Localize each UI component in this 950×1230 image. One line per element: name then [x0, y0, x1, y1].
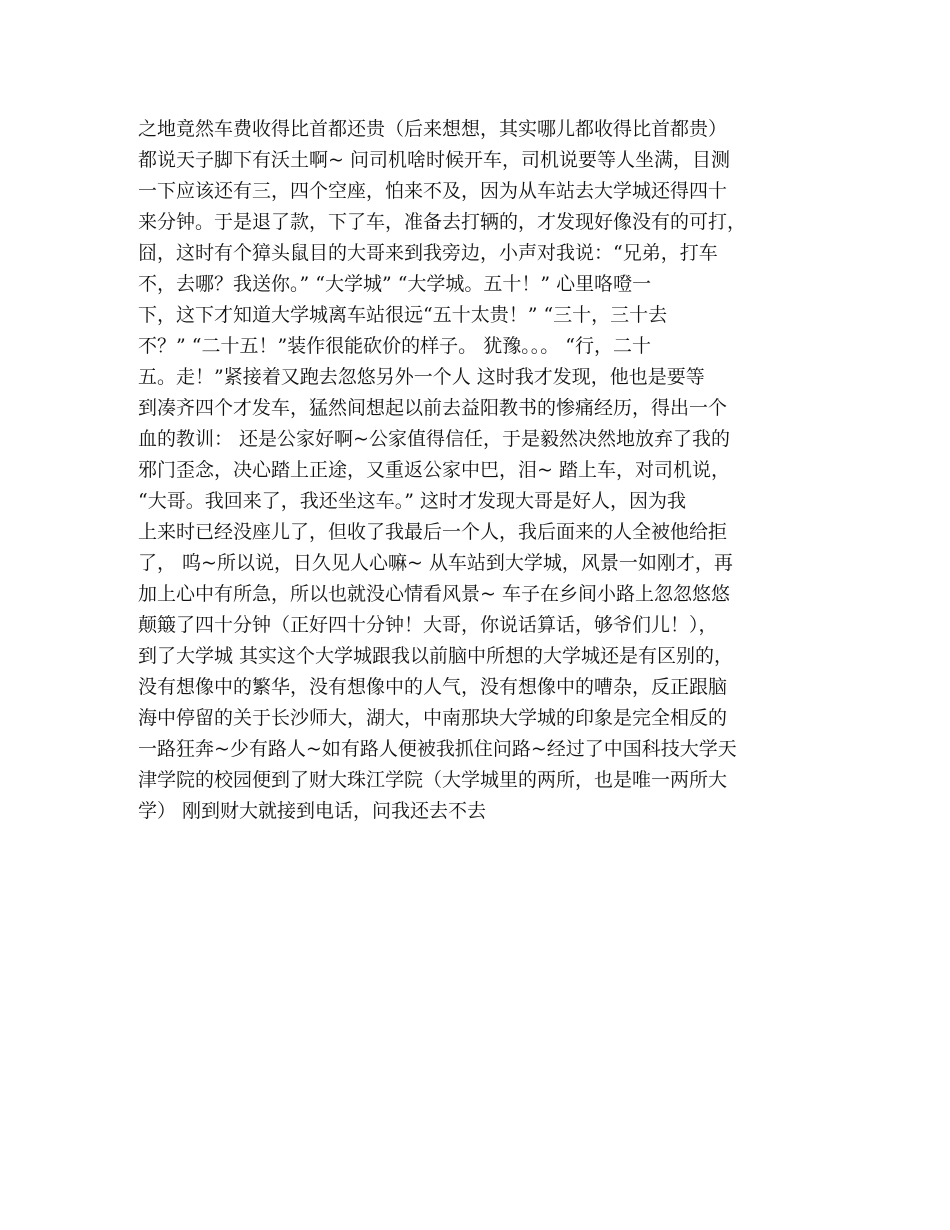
text-line: 血的教训： 还是公家好啊~公家值得信任，于是毅然决然地放弃了我的 [138, 428, 730, 450]
text-line: 津学院的校园便到了财大珠江学院（大学城里的两所，也是唯一两所大 [138, 769, 728, 791]
text-line: 学） 刚到财大就接到电话，问我还去不去 [138, 800, 487, 822]
text-line: 邪门歪念，决心踏上正途，又重返公家中巴，泪~ 踏上车，对司机说， [138, 459, 730, 481]
text-line: 囧，这时有个獐头鼠目的大哥来到我旁边，小声对我说：“兄弟，打车 [138, 242, 718, 264]
text-line: 之地竟然车费收得比首都还贵（后来想想，其实哪儿都收得比首都贵） [138, 118, 728, 140]
text-line: 到凑齐四个才发车，猛然间想起以前去益阳教书的惨痛经历，得出一个 [138, 397, 728, 419]
text-line: 五。走！”紧接着又跑去忽悠另外一个人 这时我才发现，他也是要等 [138, 366, 705, 388]
text-line: 加上心中有所急，所以也就没心情看风景~ 车子在乡间小路上忽忽悠悠 [138, 583, 730, 605]
text-line: 海中停留的关于长沙师大，湖大，中南那块大学城的印象是完全相反的 [138, 707, 728, 729]
text-line: 不，去哪？我送你。” “大学城” “大学城。五十！” 心里咯噔一 [138, 273, 652, 295]
body-text [138, 114, 828, 827]
text-line: 都说天子脚下有沃土啊~ 问司机啥时候开车，司机说要等人坐满，目测 [138, 149, 730, 171]
text-line: 一路狂奔~少有路人~如有路人便被我抓住问路~经过了中国科技大学天 [138, 738, 737, 760]
text-line: 一下应该还有三，四个空座，怕来不及，因为从车站去大学城还得四十 [138, 180, 728, 202]
text-line: 来分钟。于是退了款，下了车，准备去打辆的，才发现好像没有的可打， [138, 211, 747, 233]
text-line: 下，这下才知道大学城离车站很远“五十太贵！” “三十，三十去 [138, 304, 668, 326]
text-line: 上来时已经没座儿了，但收了我最后一个人，我后面来的人全被他给拒 [138, 521, 728, 543]
text-line: 了， 呜~所以说，日久见人心嘛~ 从车站到大学城，风景一如刚才，再 [138, 552, 733, 574]
text-line: 没有想像中的繁华，没有想像中的人气，没有想像中的嘈杂，反正跟脑 [138, 676, 728, 698]
text-line: 颠簸了四十分钟（正好四十分钟！大哥，你说话算话，够爷们儿！）， [138, 614, 718, 636]
text-line: “大哥。我回来了，我还坐这车。” 这时才发现大哥是好人，因为我 [138, 490, 686, 512]
text-line: 到了大学城 其实这个大学城跟我以前脑中所想的大学城还是有区别的， [138, 645, 734, 667]
text-line: 不？” “二十五！”装作很能砍价的样子。 犹豫。。。 “行，二十 [138, 335, 651, 357]
